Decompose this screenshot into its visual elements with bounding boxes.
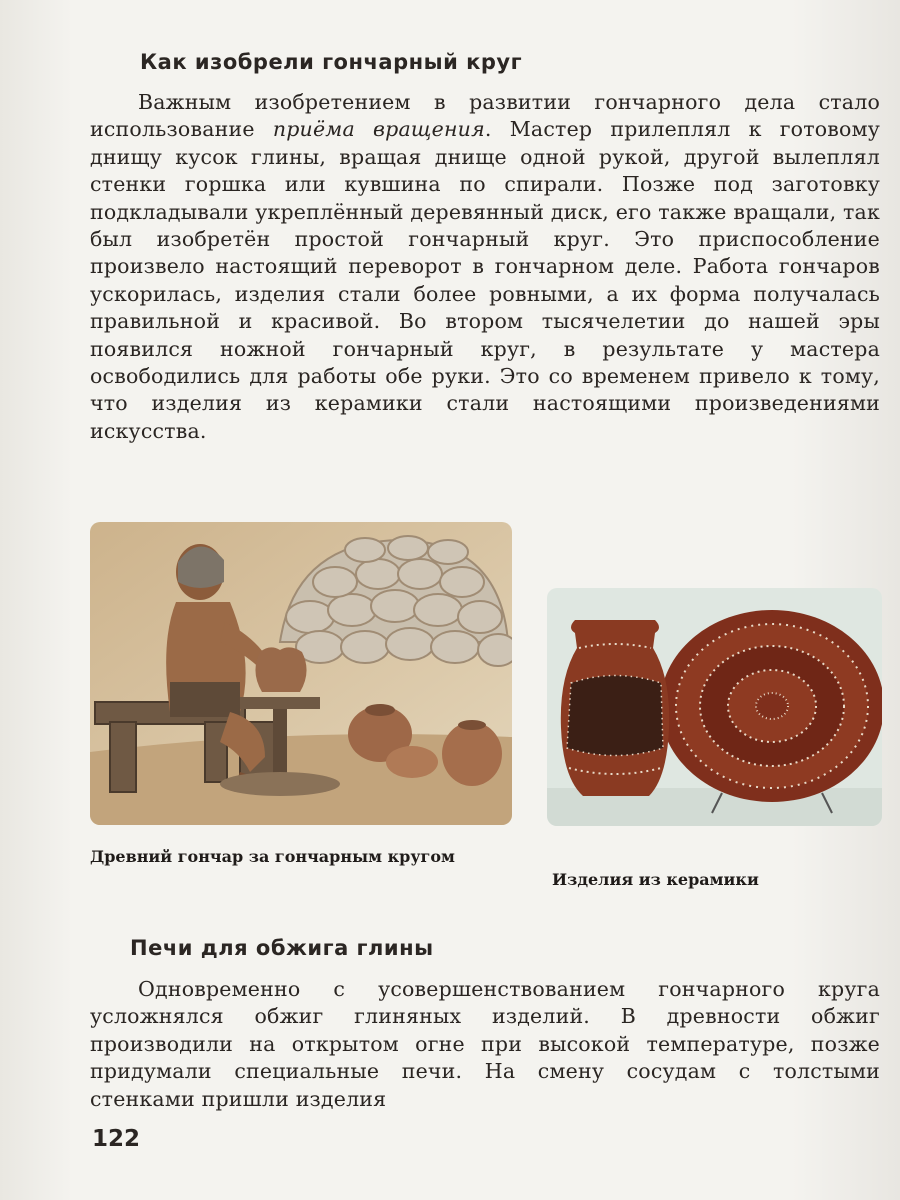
paragraph-text-start: Важным изобретением в развитии гончарного дела стало использование (90, 90, 880, 142)
potter-illustration-drawing (90, 522, 512, 825)
decorated-vase (561, 620, 669, 796)
paragraph-kilns (90, 976, 880, 1113)
ceramics-photo-drawing (547, 588, 882, 826)
caption-ceramic-items: Изделия из керамики (552, 870, 759, 889)
caption-ancient-potter: Древний гончар за гончарным кругом (90, 847, 455, 866)
section-heading-potters-wheel: Как изобрели гончарный круг (140, 50, 523, 74)
section-heading-kilns: Печи для обжига глины (130, 936, 434, 960)
paragraph-potters-wheel (90, 89, 880, 445)
ceramics-photo (547, 588, 882, 826)
paragraph-kilns-text: Одновременно с усовершенствованием гончарного круга усложнялся обжиг глиняных изделий. В древности обжиг производили на открытом огне при высокой температуре, позже придумали специальные печи. На смену сосудам с толстыми стенками пришли изделия (90, 977, 880, 1111)
emphasis-rotation-technique: приёма вращения (272, 117, 485, 142)
page-number: 122 (92, 1126, 141, 1152)
paragraph-text-rest: . Мастер прилеплял к готовому днищу кусок глины, вращая днище одной рукой, другой вылеплял стенки горшка или кувшина по спирали. Позже под заготовку подкладывали укреплённый деревянный диск, его также вращали, так был изобретён простой гончарный круг. Это приспособление произвело настоящий переворот в гончарном деле. Работа гончаров ускорилась, изделия стали более ровными, а их форма получалась правильной и красивой. Во втором тысячелетии до нашей эры появился ножной гончарный круг, в результате у мастера освободились для работы обе руки. Это со временем привело к тому, что изделия из керамики стали настоящими произведениями искусства. (90, 117, 880, 443)
potter-illustration (90, 522, 512, 825)
